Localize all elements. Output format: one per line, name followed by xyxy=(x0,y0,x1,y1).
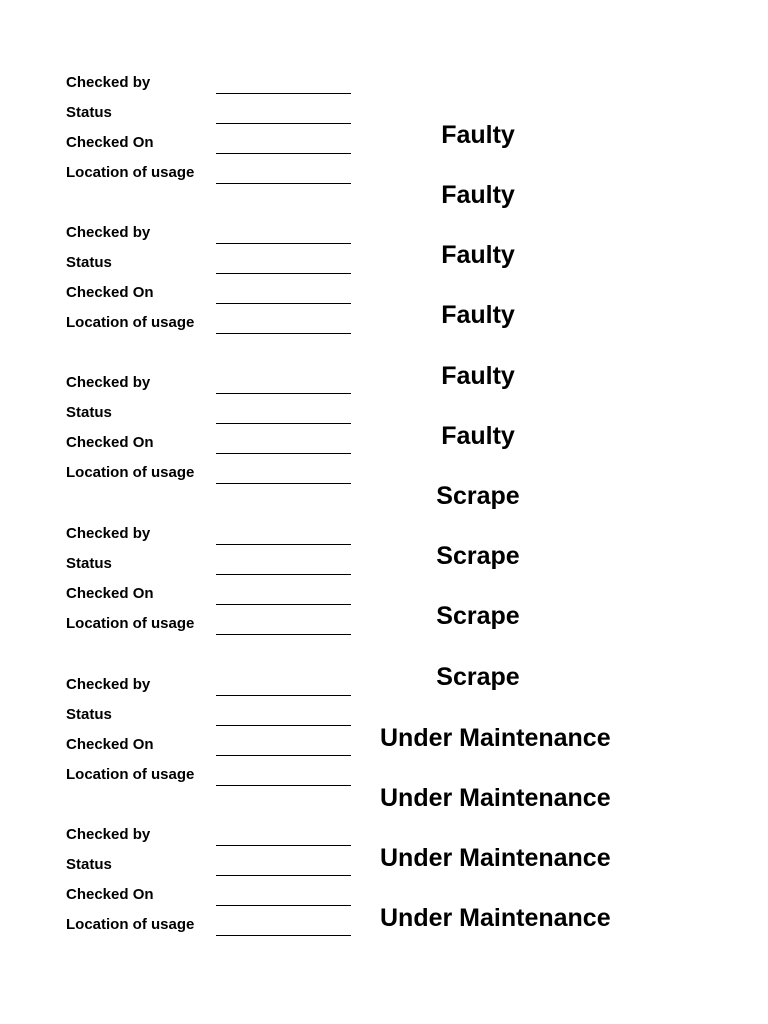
status-row xyxy=(66,102,366,132)
status-value-label: Faulty xyxy=(441,181,515,209)
status-label: Status xyxy=(66,706,112,723)
location-of-usage-blank-line xyxy=(216,785,351,786)
status-label: Status xyxy=(66,104,112,121)
checked-by-label: Checked by xyxy=(66,224,151,241)
checked-on-row xyxy=(66,282,366,312)
checked-by-label: Checked by xyxy=(66,826,151,843)
checked-on-row xyxy=(66,432,366,462)
status-value-label: Scrape xyxy=(436,542,520,570)
status-row xyxy=(66,252,366,282)
status-blank-line xyxy=(216,875,351,876)
status-label: Status xyxy=(66,404,112,421)
status-value-label: Faulty xyxy=(441,121,515,149)
status-label: Status xyxy=(66,254,112,271)
location-of-usage-label: Location of usage xyxy=(66,164,195,181)
status-value-label: Under Maintenance xyxy=(380,844,611,872)
location-of-usage-label: Location of usage xyxy=(66,464,195,481)
checked-on-row xyxy=(66,884,366,914)
tag-form-block-5 xyxy=(66,674,366,794)
checked-by-label: Checked by xyxy=(66,374,151,391)
checked-on-row xyxy=(66,734,366,764)
tag-form-block-6 xyxy=(66,824,366,944)
checked-by-label: Checked by xyxy=(66,525,151,542)
checked-by-blank-line xyxy=(216,243,351,244)
location-of-usage-row xyxy=(66,312,366,342)
status-value-label: Scrape xyxy=(436,482,520,510)
checked-by-row xyxy=(66,222,366,252)
checked-by-row xyxy=(66,674,366,704)
checked-by-blank-line xyxy=(216,93,351,94)
checked-on-label: Checked On xyxy=(66,886,154,903)
status-value-label: Faulty xyxy=(441,241,515,269)
checked-by-blank-line xyxy=(216,695,351,696)
location-of-usage-label: Location of usage xyxy=(66,615,195,632)
location-of-usage-label: Location of usage xyxy=(66,314,195,331)
status-blank-line xyxy=(216,273,351,274)
checked-on-label: Checked On xyxy=(66,134,154,151)
status-label: Status xyxy=(66,856,112,873)
checked-on-label: Checked On xyxy=(66,434,154,451)
location-of-usage-row xyxy=(66,613,366,643)
status-row xyxy=(66,704,366,734)
tag-form-block-1 xyxy=(66,72,366,192)
location-of-usage-row xyxy=(66,914,366,944)
status-value-label: Under Maintenance xyxy=(380,724,611,752)
status-value-label: Under Maintenance xyxy=(380,784,611,812)
status-row xyxy=(66,854,366,884)
checked-by-blank-line xyxy=(216,845,351,846)
status-blank-line xyxy=(216,423,351,424)
checked-on-blank-line xyxy=(216,604,351,605)
location-of-usage-row xyxy=(66,462,366,492)
checked-by-blank-line xyxy=(216,544,351,545)
checked-on-label: Checked On xyxy=(66,284,154,301)
checked-by-label: Checked by xyxy=(66,74,151,91)
status-value-label: Faulty xyxy=(441,422,515,450)
status-blank-line xyxy=(216,574,351,575)
checked-on-label: Checked On xyxy=(66,585,154,602)
checked-by-row xyxy=(66,372,366,402)
checked-on-blank-line xyxy=(216,303,351,304)
checked-by-row xyxy=(66,523,366,553)
checked-by-row xyxy=(66,72,366,102)
checked-by-row xyxy=(66,824,366,854)
tag-form-block-3 xyxy=(66,372,366,492)
location-of-usage-blank-line xyxy=(216,183,351,184)
location-of-usage-blank-line xyxy=(216,634,351,635)
location-of-usage-row xyxy=(66,764,366,794)
status-value-label: Scrape xyxy=(436,602,520,630)
location-of-usage-blank-line xyxy=(216,935,351,936)
location-of-usage-blank-line xyxy=(216,333,351,334)
checked-on-blank-line xyxy=(216,905,351,906)
location-of-usage-blank-line xyxy=(216,483,351,484)
status-value-label: Faulty xyxy=(441,362,515,390)
location-of-usage-label: Location of usage xyxy=(66,766,195,783)
status-blank-line xyxy=(216,123,351,124)
tag-form-block-2 xyxy=(66,222,366,342)
status-value-label: Scrape xyxy=(436,663,520,691)
checked-on-row xyxy=(66,132,366,162)
tag-form-block-4 xyxy=(66,523,366,643)
location-of-usage-row xyxy=(66,162,366,192)
checked-on-blank-line xyxy=(216,153,351,154)
checked-on-row xyxy=(66,583,366,613)
status-row xyxy=(66,553,366,583)
status-row xyxy=(66,402,366,432)
status-value-label: Under Maintenance xyxy=(380,904,611,932)
status-label: Status xyxy=(66,555,112,572)
status-blank-line xyxy=(216,725,351,726)
checked-on-label: Checked On xyxy=(66,736,154,753)
checked-by-blank-line xyxy=(216,393,351,394)
checked-by-label: Checked by xyxy=(66,676,151,693)
checked-on-blank-line xyxy=(216,755,351,756)
checked-on-blank-line xyxy=(216,453,351,454)
status-value-label: Faulty xyxy=(441,301,515,329)
location-of-usage-label: Location of usage xyxy=(66,916,195,933)
